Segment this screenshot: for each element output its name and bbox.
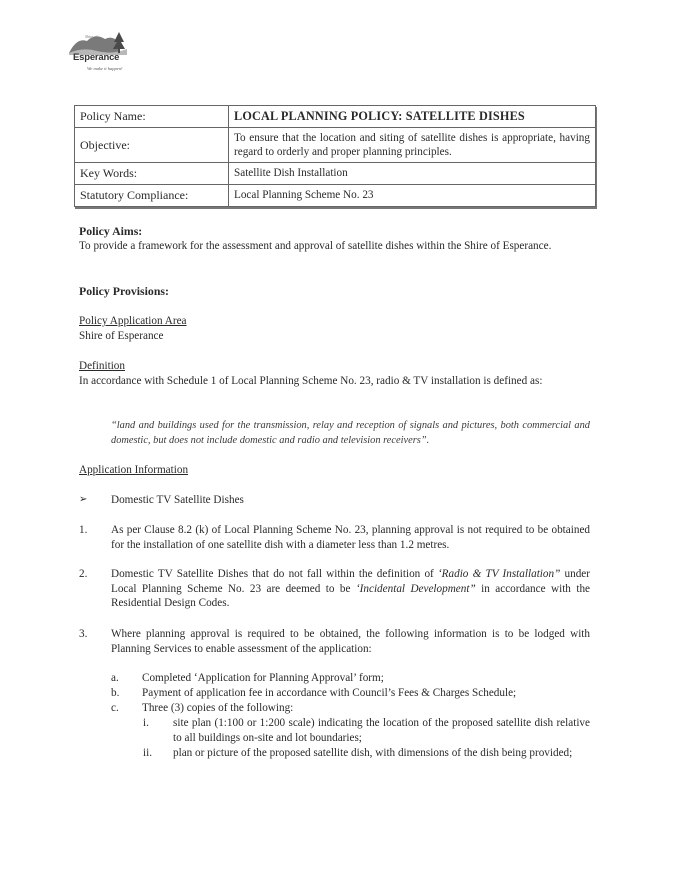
statutory-compliance-value: Local Planning Scheme No. 23 <box>229 185 596 207</box>
table-row <box>75 106 596 128</box>
shire-logo <box>67 29 129 71</box>
sub-item-text: Completed ‘Application for Planning Approval’ form; <box>142 672 384 684</box>
statutory-compliance-label: Statutory Compliance: <box>75 185 229 207</box>
list-item <box>143 716 590 745</box>
objective-label: Objective: <box>75 128 229 163</box>
logo-top-text: Shire of <box>85 34 98 39</box>
definition-text: In accordance with Schedule 1 of Local Planning Scheme No. 23, radio & TV installation is defined as: <box>79 375 543 387</box>
policy-aims-heading: Policy Aims: <box>79 224 143 238</box>
incidental-development-term: ‘Incidental Development” <box>355 582 476 595</box>
sub-item-text: Three (3) copies of the following: <box>142 702 294 714</box>
list-item <box>79 567 590 611</box>
item-number: 3. <box>79 628 88 640</box>
policy-aims-text: To provide a framework for the assessment and approval of satellite dishes within the Shire of Esperance. <box>79 240 552 252</box>
sub-item-letter: c. <box>111 702 119 714</box>
item-text: Where planning approval is required to be obtained, the following information is to be lodged with Planning Services to enable assessment of the application: <box>111 628 590 655</box>
table-row <box>75 163 596 185</box>
item-number: 2. <box>79 568 88 580</box>
objective-value: To ensure that the location and siting of satellite dishes is appropriate, having regard to orderly and proper planning principles. <box>229 128 596 163</box>
logo-name: Esperance <box>73 52 120 63</box>
policy-summary-table <box>74 105 596 207</box>
item-text-part: in accordance with the Residential Design Codes. <box>111 582 590 610</box>
application-area-heading: Policy Application Area <box>79 315 187 327</box>
item-text-part: under Local Planning Scheme No. 23 are deemed to be <box>111 568 590 595</box>
item-text <box>111 567 590 611</box>
bullet-text: Domestic TV Satellite Dishes <box>111 494 244 506</box>
radio-tv-term: ‘Radio & TV Installation” <box>437 568 561 580</box>
sub-item-roman: ii. <box>143 747 153 759</box>
sub-item-roman: i. <box>143 717 149 729</box>
application-area-text: Shire of Esperance <box>79 330 164 342</box>
item-number: 1. <box>79 524 88 536</box>
logo-tagline: We make it happen! <box>87 66 123 71</box>
sub-item-text: Payment of application fee in accordance with Council’s Fees & Charges Schedule; <box>142 687 517 699</box>
list-item <box>111 701 590 716</box>
arrow-bullet-icon: ➢ <box>79 494 88 505</box>
sub-item-text: plan or picture of the proposed satellite dish, with dimensions of the dish being provided; <box>173 747 573 759</box>
list-item <box>111 671 590 686</box>
table-row <box>75 128 596 163</box>
sub-item-text: site plan (1:100 or 1:200 scale) indicating the location of the proposed satellite dish relative to all buildings on-site and lot boundaries; <box>173 717 590 744</box>
item-text-part: Domestic TV Satellite Dishes that do not fall within the definition of <box>111 568 438 580</box>
definition-heading: Definition <box>79 360 125 372</box>
definition-quote: “land and buildings used for the transmission, relay and reception of signals and pictures, both commercial and domestic, but does not include domestic and radio and television receivers”. <box>111 420 590 446</box>
sub-item-letter: a. <box>111 672 119 684</box>
item-text: As per Clause 8.2 (k) of Local Planning Scheme No. 23, planning approval is not required to be obtained for the installation of one satellite dish with a diameter less than 1.2 metres. <box>111 524 590 551</box>
list-item <box>143 746 590 761</box>
policy-provisions-heading: Policy Provisions: <box>79 284 169 298</box>
list-item <box>111 686 590 701</box>
table-row <box>75 185 596 207</box>
key-words-value: Satellite Dish Installation <box>229 163 596 185</box>
application-information-heading: Application Information <box>79 464 189 476</box>
policy-name-label: Policy Name: <box>75 106 229 128</box>
sub-item-letter: b. <box>111 687 120 699</box>
list-item <box>79 523 590 552</box>
key-words-label: Key Words: <box>75 163 229 185</box>
list-item <box>79 627 590 656</box>
policy-name-value: LOCAL PLANNING POLICY: SATELLITE DISHES <box>229 106 596 128</box>
